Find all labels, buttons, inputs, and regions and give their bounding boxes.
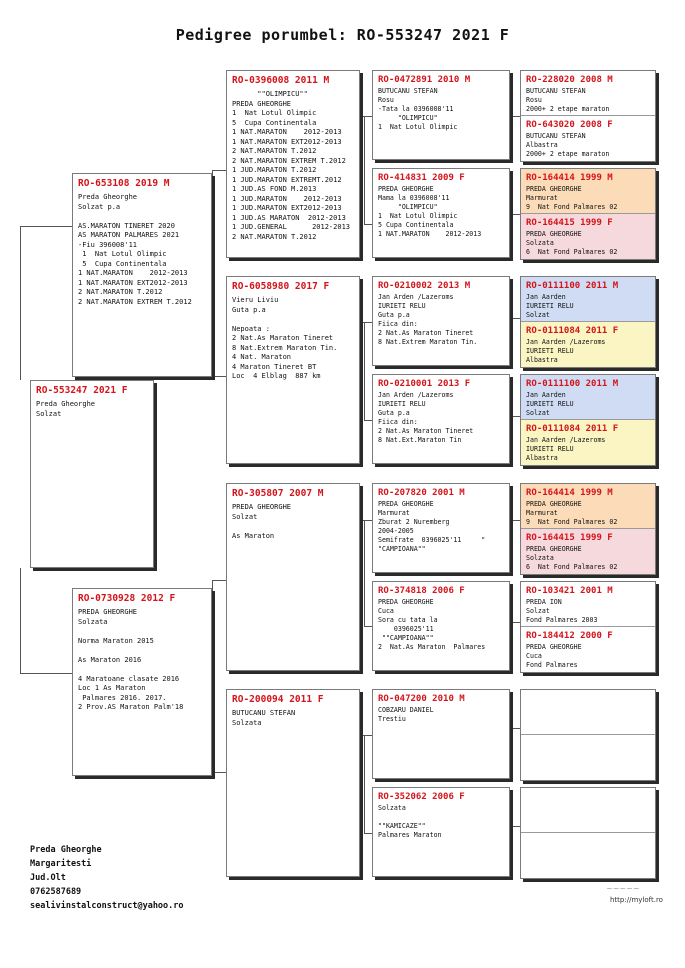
pigeon-details: PREDA GHEORGHE Marmurat Zburat 2 Nuremberg 2004-2005 Semifrate 0396025'11 " "CAMPIOANA"" [378, 500, 486, 553]
pigeon-details: PREDA ION Solzat Fond Palmares 2003 [526, 598, 598, 624]
ring-id: RO-0730928 2012 F [78, 593, 176, 604]
ancestor-slot[interactable] [521, 71, 655, 116]
breeder-name: Preda Gheorghe [30, 845, 102, 855]
pigeon-details: Jan Arden /Lazeroms IURIETI RELU Guta p.a Fiica din: 2 Nat.As Maraton Tineret 8 Nat.Ext.Maraton Tin [378, 391, 474, 444]
connector [510, 116, 520, 117]
pigeon-details: Jan Aarden IURIETI RELU Solzat [526, 391, 574, 417]
signature-graphic: ~~~~~ [606, 884, 640, 893]
great-grandparent-pair [520, 374, 656, 466]
connector [510, 520, 520, 521]
pigeon-details: PREDA GHEORGHE Solzat As Maraton [232, 503, 292, 540]
connector [364, 520, 365, 626]
great-grandparent-pair [520, 689, 656, 781]
ancestor-slot[interactable] [521, 582, 655, 627]
ancestor-card[interactable] [372, 581, 510, 671]
pigeon-details: BUTUCANU STEFAN Rosu -Tata la 0396008'11 "OLIMPICU" 1 Nat Lotul Olimpic [378, 87, 458, 131]
pigeon-details: Preda Gheorghe Solzat p.a AS.MARATON TINERET 2020 AS MARATON PALMARES 2021 -Fiu 396008'11 1 Nat Lotul Olimpic 5 Cupa Continentala 1 NAT.MARATON 2012-2013 1 NAT.MARATON EXT2012-2013 2 NAT.MARATON T.2012 2 NAT.MARATON EXTREM T.2012 [78, 193, 192, 306]
ancestor-card[interactable] [372, 276, 510, 366]
ring-id: RO-0111100 2011 M [526, 281, 619, 291]
connector [212, 170, 226, 171]
ancestor-slot[interactable] [521, 322, 655, 367]
great-grandparent-pair [520, 787, 656, 879]
breeder-county: Jud.Olt [30, 873, 66, 883]
ancestor-slot[interactable] [521, 484, 655, 529]
connector [510, 622, 520, 623]
ring-id: RO-414831 2009 F [378, 173, 465, 183]
ring-id: RO-164415 1999 F [526, 218, 613, 228]
connector [510, 416, 520, 417]
dam-card[interactable] [72, 588, 212, 776]
ancestor-card[interactable] [372, 374, 510, 464]
connector [20, 226, 21, 380]
connector [510, 728, 520, 729]
great-grandparent-pair [520, 581, 656, 673]
grandparent-card[interactable] [226, 689, 360, 877]
ancestor-slot-empty[interactable] [521, 690, 655, 735]
ring-id: RO-0111100 2011 M [526, 379, 619, 389]
ring-id: RO-164415 1999 F [526, 533, 613, 543]
ring-id: RO-228020 2008 M [526, 75, 613, 85]
great-grandparent-pair [520, 70, 656, 162]
ring-id: RO-374818 2006 F [378, 586, 465, 596]
ring-id: RO-184412 2000 F [526, 631, 613, 641]
pigeon-details: PREDA GHEORGHE Solzata Norma Maraton 2015 As Maraton 2016 4 Maratoane clasate 2016 Loc 1 As Maraton Palmares 2016. 2017. 2 Prov.AS Maraton Palm'18 [78, 608, 184, 711]
grandparent-card[interactable] [226, 276, 360, 464]
pigeon-details: Preda Gheorghe Solzat [36, 400, 96, 418]
ancestor-slot-empty[interactable] [521, 735, 655, 780]
connector [212, 772, 226, 773]
breeder-contact [30, 843, 184, 913]
ancestor-slot-empty[interactable] [521, 788, 655, 833]
pigeon-details: PREDA GHEORGHE Cuca Fond Palmares [526, 643, 582, 669]
connector [364, 322, 365, 420]
pigeon-details: Solzata ""KAMICAZE"" Palmares Maraton [378, 804, 442, 839]
breeder-phone[interactable]: 0762587689 [30, 887, 82, 897]
connector [212, 580, 226, 581]
ancestor-slot[interactable] [521, 214, 655, 259]
great-grandparent-pair [520, 168, 656, 260]
ancestor-card[interactable] [372, 483, 510, 573]
pigeon-details: PREDA GHEORGHE Solzata 6 Nat Fond Palmares 02 [526, 230, 618, 256]
ring-id: RO-553247 2021 F [36, 385, 128, 396]
connector [212, 376, 226, 377]
pigeon-details: COBZARU DANIEL Trestiu [378, 706, 434, 723]
breeder-locality: Margaritesti [30, 859, 92, 869]
connector [20, 226, 72, 227]
pigeon-details: ""OLIMPICU"" PREDA GHEORGHE 1 Nat Lotul Olimpic 5 Cupa Continentala 1 NAT.MARATON 2012-2013 1 NAT.MARATON EXT2012-2013 2 NAT.MARATON T.2012 2 NAT.MARATON EXTREM T.2012 1 JUD.MARATON T.2012 1 JUD.MARATON EXTREMT.2012 1 JUD.AS FOND M.2013 1 JUD.MARATON 2012-2013 1 JUD.MARATON EXT2012-2013 1 JUD.AS MARATON 2012-2013 1 JUD.GENERAL 2012-2013 2 NAT.MARATON T.2012 [232, 90, 351, 241]
ring-id: RO-6058980 2017 F [232, 281, 330, 292]
ring-id: RO-305807 2007 M [232, 488, 324, 499]
site-link[interactable]: http://myloft.ro [610, 896, 663, 904]
subject-card[interactable] [30, 380, 154, 568]
ring-id: RO-103421 2001 M [526, 586, 613, 596]
ancestor-slot[interactable] [521, 277, 655, 322]
connector [364, 116, 365, 224]
ancestor-card[interactable] [372, 787, 510, 877]
ring-id: RO-653108 2019 M [78, 178, 170, 189]
ring-id: RO-0210001 2013 F [378, 379, 471, 389]
pigeon-details: PREDA GHEORGHE Mama la 0396008'11 "OLIMPICU" 1 Nat Lotul Olimpic 5 Cupa Continentala 1 NAT.MARATON 2012-2013 [378, 185, 482, 238]
pigeon-details: PREDA GHEORGHE Solzata 6 Nat Fond Palmares 02 [526, 545, 618, 571]
pigeon-details: Jan Aarden /Lazeroms IURIETI RELU Albastra [526, 338, 606, 364]
ring-id: RO-0396008 2011 M [232, 75, 330, 86]
connector [510, 826, 520, 827]
ring-id: RO-0111084 2011 F [526, 424, 619, 434]
pigeon-details: PREDA GHEORGHE Marmurat 9 Nat Fond Palmares 02 [526, 185, 618, 211]
ring-id: RO-0210002 2013 M [378, 281, 471, 291]
ancestor-slot[interactable] [521, 169, 655, 214]
ring-id: RO-207820 2001 M [378, 488, 465, 498]
ring-id: RO-352062 2006 F [378, 792, 465, 802]
pigeon-details: Jan Aarden /Lazeroms IURIETI RELU Albastra [526, 436, 606, 462]
ring-id: RO-0111084 2011 F [526, 326, 619, 336]
page-title: Pedigree porumbel: RO-553247 2021 F [175, 26, 510, 44]
ancestor-slot[interactable] [521, 529, 655, 574]
ancestor-slot[interactable] [521, 627, 655, 672]
connector [20, 568, 21, 673]
pigeon-details: Vieru Liviu Guta p.a Nepoata : 2 Nat.As Maraton Tineret 8 Nat.Extrem Maraton Tin. 4 Nat. Maraton 4 Maraton Tineret BT Loc 4 Elblag 887 km [232, 296, 338, 380]
pigeon-details: BUTUCANU STEFAN Albastra 2000+ 2 etape maraton [526, 132, 610, 158]
great-grandparent-pair [520, 483, 656, 575]
ancestor-card[interactable] [372, 689, 510, 779]
sire-card[interactable] [72, 173, 212, 377]
connector [212, 580, 213, 772]
connector [510, 214, 520, 215]
pigeon-details: PREDA GHEORGHE Cuca Sora cu tata la 0396025'11 ""CAMPIOANA"" 2 Nat.As Maraton Palmares [378, 598, 486, 651]
ancestor-card[interactable] [372, 168, 510, 258]
ancestor-slot-empty[interactable] [521, 833, 655, 878]
ring-id: RO-0472891 2010 M [378, 75, 471, 85]
ancestor-card[interactable] [372, 70, 510, 160]
breeder-email[interactable]: sealivinstalconstruct@yahoo.ro [30, 901, 184, 911]
ring-id: RO-200094 2011 F [232, 694, 324, 705]
ancestor-slot[interactable] [521, 116, 655, 161]
pigeon-details: BUTUCANU STEFAN Rosu 2000+ 2 etape maraton [526, 87, 610, 113]
pigeon-details: Jan Arden /Lazeroms IURIETI RELU Guta p.a Fiica din: 2 Nat.As Maraton Tineret 8 Nat.Extrem Maraton Tin. [378, 293, 478, 346]
ring-id: RO-047200 2010 M [378, 694, 465, 704]
connector [364, 735, 365, 833]
ring-id: RO-643020 2008 F [526, 120, 613, 130]
pigeon-details: Jan Aarden IURIETI RELU Solzat [526, 293, 574, 319]
ring-id: RO-164414 1999 M [526, 173, 613, 183]
great-grandparent-pair [520, 276, 656, 368]
ring-id: RO-164414 1999 M [526, 488, 613, 498]
grandparent-card[interactable] [226, 483, 360, 671]
grandparent-card[interactable] [226, 70, 360, 258]
connector [20, 673, 72, 674]
connector [510, 318, 520, 319]
connector [212, 170, 213, 376]
ancestor-slot[interactable] [521, 420, 655, 465]
ancestor-slot[interactable] [521, 375, 655, 420]
pigeon-details: BUTUCANU STEFAN Solzata [232, 709, 296, 727]
pigeon-details: PREDA GHEORGHE Marmurat 9 Nat Fond Palmares 02 [526, 500, 618, 526]
